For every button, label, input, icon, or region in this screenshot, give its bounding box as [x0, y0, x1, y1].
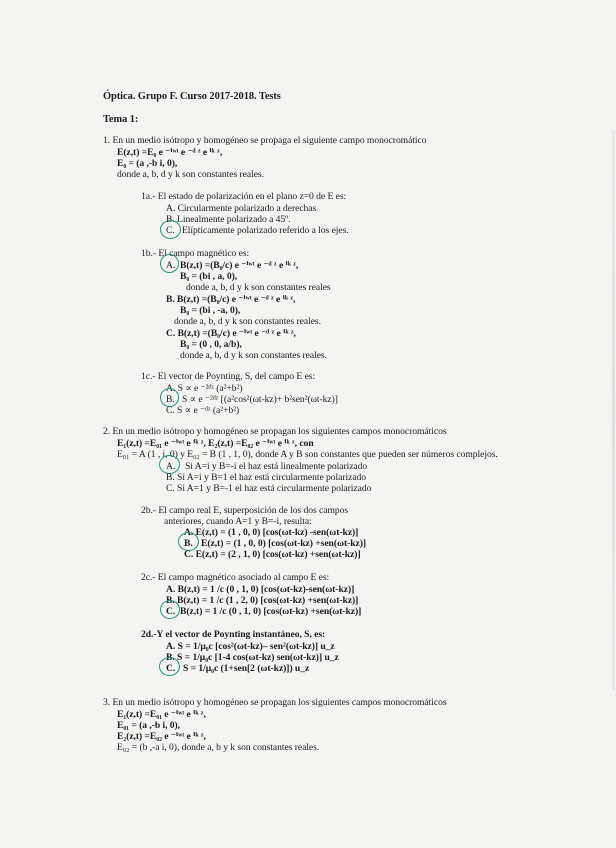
q1b-option-a-line3: donde a, b, d y k son constantes reales	[186, 282, 331, 293]
q2c-option-c: B(z,t) = 1 /c (0 , 1, 0) [cos(ωt-kz) +sen(ωt-kz)]	[180, 606, 362, 617]
q1c-option-b-letter: B.	[166, 394, 175, 405]
q2-amplitudes: E₀₁ = A (1 , i, 0) y E₀₂ = B (1 , 1, 0), donde A y B son constantes que pueden ser números complejos.	[117, 449, 498, 460]
q1-field: E(z,t) =E₀ e ⁻ⁱʷᵗ e ⁻ᵈ ᶻ e ⁱᵏ ᶻ,	[117, 147, 223, 158]
q1a-option-a: A. Circularmente polarizado a derechas	[166, 203, 317, 214]
q2d-option-c: S = 1/μ₀c (1+sen[2 (ωt-kz)]) u_z	[183, 663, 310, 674]
q2c-option-c-letter: C.	[166, 606, 176, 617]
q1b-option-c-line1: C. B(z,t) =(B₀/c) e ⁻ⁱʷᵗ e ⁻ᵈ ᶻ e ⁱᵏ ᶻ,	[166, 328, 296, 339]
q2d-option-c-letter: C.	[166, 663, 176, 674]
q1-amplitude: E₀ = (a ,-b i, 0),	[117, 158, 178, 169]
q2a-option-a-letter: A.	[166, 461, 176, 472]
q2d-prompt: 2d.-Y el vector de Poynting instantáneo, S, es:	[141, 629, 326, 640]
q1a-option-c-letter: C.	[166, 225, 175, 236]
selected-answer-circle	[160, 220, 181, 239]
q2a-option-b: B. Si A=i y B=1 el haz está circularmente polarizado	[166, 472, 367, 483]
q1c-option-c: C. S ∝ e ⁻ᵈᶻ (a²+b²)	[166, 405, 240, 416]
q2d-option-b: B. S = 1/μ₀c [1-4 cos(ωt-kz) sen(ωt-kz)] u_z	[166, 652, 339, 663]
selected-answer-circle	[160, 600, 180, 619]
q1a-prompt: 1a.- El estado de polarización en el plano z=0 de E es:	[141, 191, 347, 202]
q1c-prompt: 1c.- El vector de Poynting, S, del campo E es:	[141, 371, 316, 382]
page-title: Óptica. Grupo F. Curso 2017-2018. Tests	[103, 91, 281, 102]
q2a-option-c: C. Si A=1 y B=-1 el haz está circularmente polarizado	[166, 483, 372, 494]
q1b-option-a-line2: B₀ = (bi , a, 0),	[180, 271, 238, 282]
q2a-option-a: Si A=i y B=-i el haz está linealmente polarizado	[185, 461, 368, 472]
q3-amplitude-2: E₀₂ = (b ,-a i, 0), donde a, b y k son constantes reales.	[117, 742, 320, 753]
q3-field-2: E₂(z,t) =E₀₂ e ⁻ⁱʷᵗ e ⁱᵏ ᶻ,	[117, 731, 206, 742]
q3-stem: 3. En un medio isótropo y homogéneo se propagan los siguientes campos monocromáticos	[103, 697, 447, 708]
q1b-option-b-line3: donde a, b, d y k son constantes reales.	[174, 316, 321, 327]
q1-stem: 1. En un medio isótropo y homogéneo se propaga el siguiente campo monocromático	[103, 135, 427, 146]
q2b-option-b: E(z,t) = (1 , 0, 0) [cos(ωt-kz) +sen(ωt-kz)]	[201, 538, 367, 549]
q1c-option-b: S ∝ e ⁻²ᵈᶻ [(a²cos²(ωt-kz)+ b²sen²(ωt-kz)]	[182, 394, 338, 405]
q2-fields: E₁(z,t) =E₀₁ e ⁻ⁱʷᵗ e ⁱᵏ ᶻ, E₂(z,t) =E₀₂ e ⁻ⁱʷᵗ e ⁱᵏ ᶻ, con	[117, 438, 314, 449]
q1-constants: donde a, b, d y k son constantes reales.	[117, 169, 264, 180]
q1b-option-c-line2: B₀ = (0 , 0, a/b),	[180, 339, 242, 350]
q1a-option-c: Elípticamente polarizado referido a los ejes.	[182, 225, 349, 236]
q2c-option-b: B. B(z,t) = 1 /c (1 , 2, 0) [cos(ωt-kz) +sen(ωt-kz)]	[166, 595, 359, 606]
selected-answer-circle	[160, 254, 179, 273]
q1b-option-b-line1: B. B(z,t) =(B₀/c) e ⁻ⁱʷᵗ e ⁻ᵈ ᶻ e ⁱᵏ ᶻ,	[166, 294, 296, 305]
q1b-option-b-line2: B₀ = (bi , -a, 0),	[180, 305, 241, 316]
selected-answer-circle	[159, 657, 180, 676]
q1a-option-b: B. Linealmente polarizado a 45º.	[166, 214, 291, 225]
q1b-option-c-line3: donde a, b, d y k son constantes reales.	[180, 350, 327, 361]
q2c-prompt: 2c.- El campo magnético asociado al campo E es:	[141, 572, 330, 583]
q2d-option-a: A. S = 1/μ₀c [cos²(ωt-kz)– sen²(ωt-kz)] u_z	[166, 641, 335, 652]
q1b-option-a-line1: B(z,t) =(B₀/c) e ⁻ⁱʷᵗ e ⁻ᵈ ᶻ e ⁱᵏ ᶻ,	[180, 260, 299, 271]
q1b-option-a-letter: A.	[166, 260, 176, 271]
q1c-option-a: A. S ∝ e ⁻²ᵈᶻ (a²+b²)	[166, 383, 243, 394]
q2b-prompt-line1: 2b.- El campo real E, superposición de los dos campos	[141, 505, 349, 516]
q1b-prompt: 1b.- El campo magnético es:	[141, 248, 250, 259]
q2b-prompt-line2: anteriores, cuando A=1 y B=-i, resulta:	[164, 516, 312, 527]
q2-stem: 2. En un medio isótropo y homogéneo se propagan los siguientes campos monocromáticos	[103, 426, 447, 437]
page-edge-shadow	[612, 130, 615, 690]
q2b-option-c: C. E(z,t) = (2 , 1, 0) [cos(ωt-kz) +sen(ωt-kz)]	[184, 549, 361, 560]
q3-amplitude-1: E₀₁ = (a ,-b i, 0),	[117, 720, 181, 731]
q3-field-1: E₁(z,t) =E₀₁ e ⁻ⁱʷᵗ e ⁱᵏ ᶻ,	[117, 709, 206, 720]
q2b-option-b-letter: B.	[184, 538, 193, 549]
q2c-option-a: A. B(z,t) = 1 /c (0 , 1, 0) [cos(ωt-kz)-sen(ωt-kz)]	[166, 584, 355, 595]
q2b-option-a: A. E(z,t) = (1 , 0, 0) [cos(ωt-kz) -sen(ωt-kz)]	[184, 527, 359, 538]
section-title: Tema 1:	[103, 114, 139, 125]
